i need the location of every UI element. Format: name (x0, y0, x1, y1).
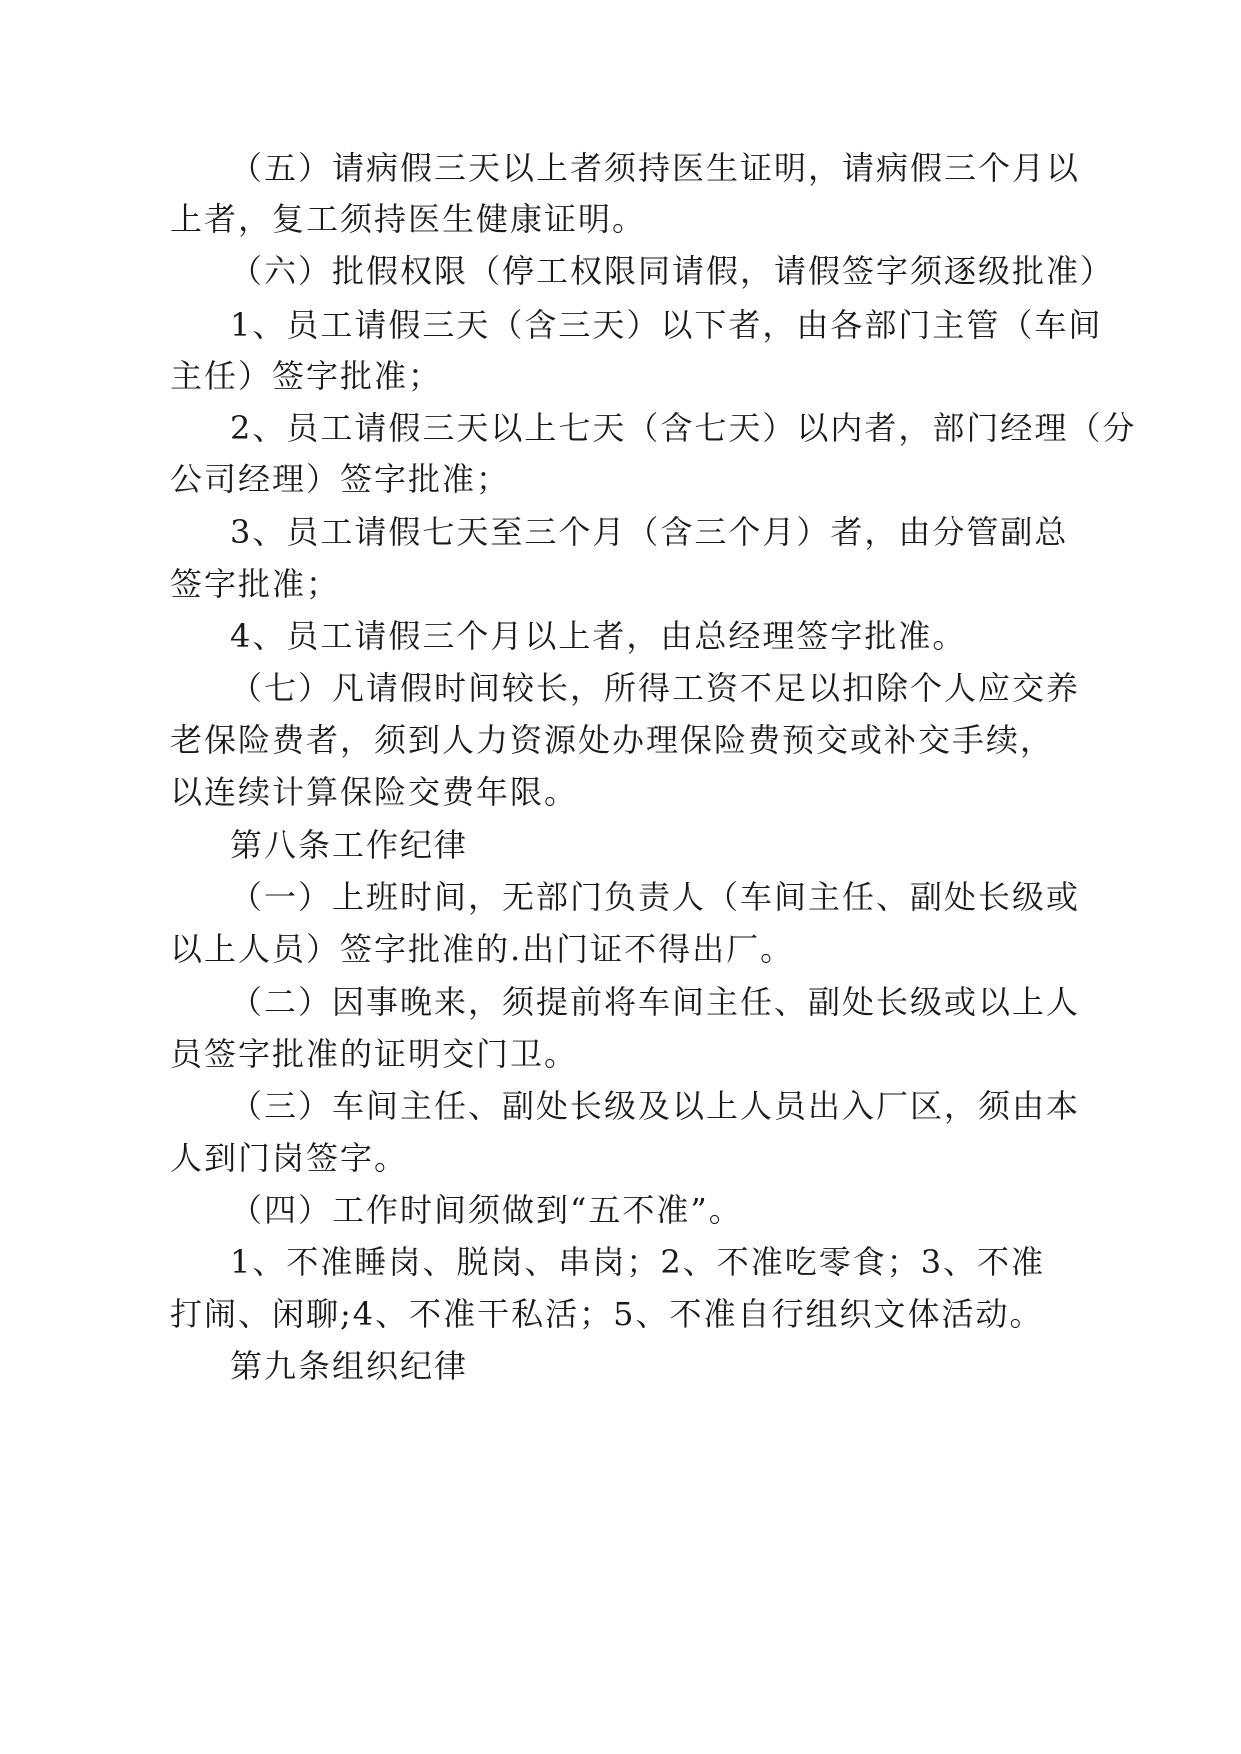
paragraph-line: 2、员工请假三天以上七天（含七天）以内者，部门经理（分 (230, 409, 1137, 447)
paragraph-line: （四）工作时间须做到“五不准”。 (230, 1191, 743, 1229)
paragraph-line: 上者，复工须持医生健康证明。 (170, 200, 647, 238)
paragraph-line: （一）上班时间，无部门负责人（车间主任、副处长级或 (230, 878, 1081, 916)
paragraph-line: 1、员工请假三天（含三天）以下者，由各部门主管（车间 (230, 306, 1103, 344)
paragraph-line: 1、不准睡岗、脱岗、串岗；2、不准吃零食；3、不准 (230, 1243, 1046, 1281)
paragraph-line: 人到门岗签字。 (170, 1139, 409, 1177)
paragraph-line: 签字批准； (170, 565, 341, 603)
paragraph-line: 以上人员）签字批准的.出门证不得出厂。 (170, 930, 795, 968)
section-heading: 第八条工作纪律 (230, 826, 469, 864)
paragraph-line: （三）车间主任、副处长级及以上人员出入厂区，须由本 (230, 1087, 1081, 1125)
paragraph-line: （五）请病假三天以上者须持医生证明，请病假三个月以 (230, 149, 1081, 187)
paragraph-line: 以连续计算保险交费年限。 (170, 773, 579, 811)
paragraph-line: 打闹、闲聊;4、不准干私活；5、不准自行组织文体活动。 (170, 1295, 1044, 1333)
paragraph-line: 员签字批准的证明交门卫。 (170, 1035, 579, 1073)
paragraph-line: （六）批假权限（停工权限同请假，请假签字须逐级批准） (230, 252, 1115, 290)
section-heading: 第九条组织纪律 (230, 1347, 469, 1385)
paragraph-line: （二）因事晚来，须提前将车间主任、副处长级或以上人 (230, 983, 1081, 1021)
paragraph-line: 公司经理）签字批准； (170, 460, 511, 498)
paragraph-line: （七）凡请假时间较长，所得工资不足以扣除个人应交养 (230, 669, 1081, 707)
paragraph-line: 4、员工请假三个月以上者，由总经理签字批准。 (230, 617, 967, 655)
paragraph-line: 老保险费者，须到人力资源处办理保险费预交或补交手续， (170, 721, 1055, 759)
paragraph-line: 主任）签字批准； (170, 357, 443, 395)
paragraph-line: 3、员工请假七天至三个月（含三个月）者，由分管副总 (230, 513, 1069, 551)
